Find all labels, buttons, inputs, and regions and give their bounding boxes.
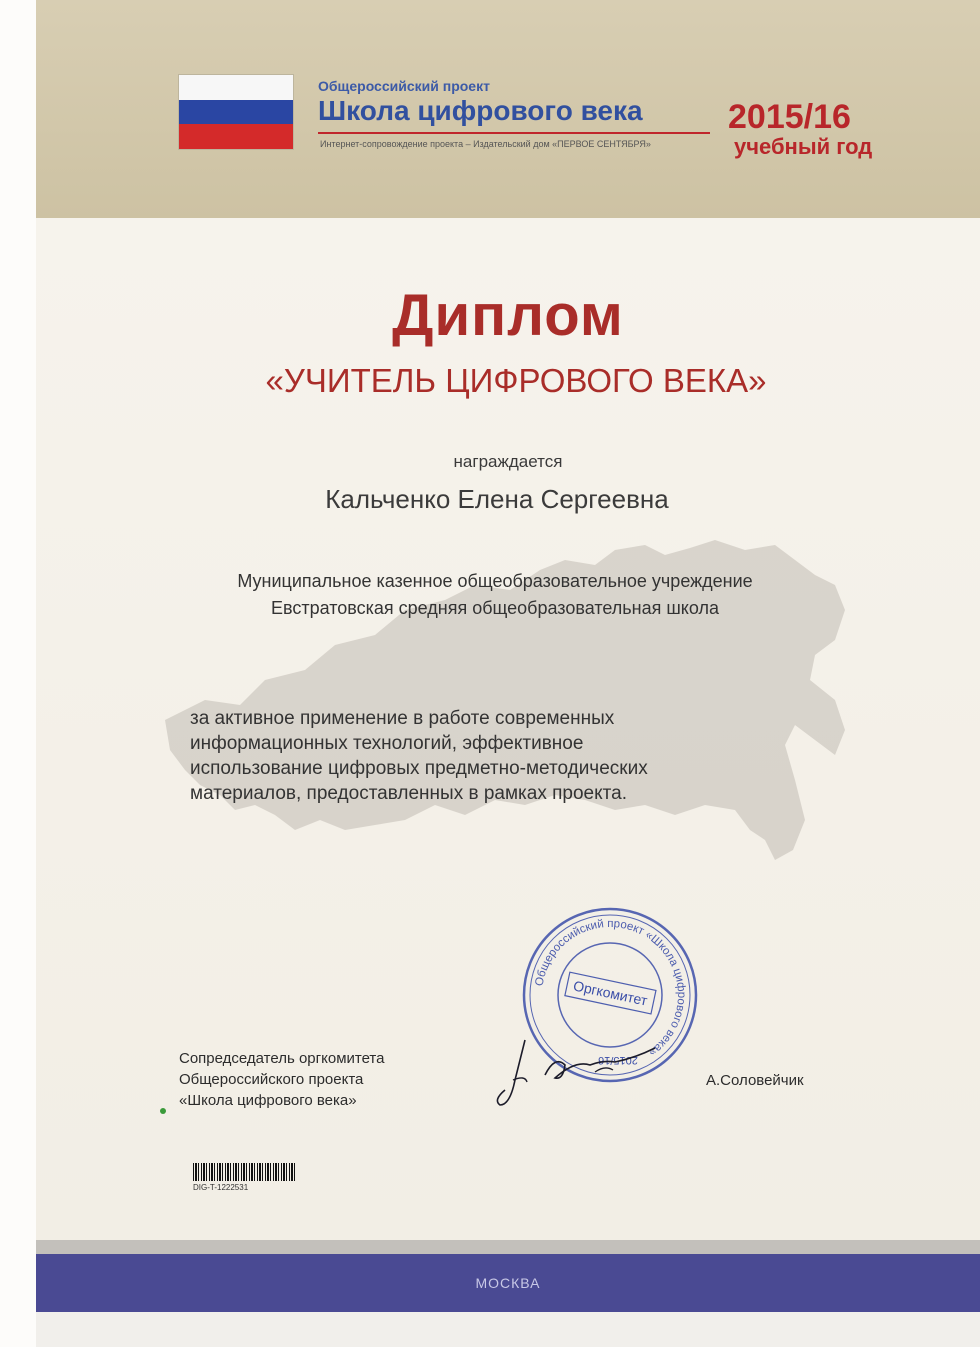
organization-line-1: Муниципальное казенное общеобразовательное учреждение xyxy=(237,571,753,591)
reason-line-2: информационных технологий, эффективное xyxy=(190,733,584,754)
footer-bottom-margin xyxy=(36,1312,980,1347)
barcode xyxy=(193,1163,296,1181)
footer-city: МОСКВА xyxy=(475,1275,541,1291)
footer-grey-strip xyxy=(36,1240,980,1254)
recipient-name: Кальченко Елена Сергеевна xyxy=(325,484,669,514)
reason-line-1: за активное применение в работе современных xyxy=(190,708,615,729)
diploma-title: Диплом xyxy=(392,283,624,348)
project-caption: Интернет-сопровождение проекта – Издательский дом «ПЕРВОЕ СЕНТЯБРЯ» xyxy=(320,139,651,149)
project-title: Школа цифрового века xyxy=(318,95,643,126)
nomination-title: «УЧИТЕЛЬ ЦИФРОВОГО ВЕКА» xyxy=(265,362,767,399)
signer-role-line-3: «Школа цифрового века» xyxy=(179,1092,357,1109)
awarded-label: награждается xyxy=(453,452,563,471)
flag-blue-stripe xyxy=(179,100,293,124)
reason-line-4: материалов, предоставленных в рамках проекта. xyxy=(190,783,627,804)
green-ink-speck xyxy=(160,1108,166,1114)
reason-line-3: использование цифровых предметно-методических xyxy=(190,758,648,779)
project-title-underline xyxy=(318,132,710,134)
signer-role xyxy=(179,1048,384,1111)
flag-red-stripe xyxy=(179,124,293,149)
flag-white-stripe xyxy=(179,75,293,100)
project-subtitle: Общероссийский проект xyxy=(318,78,490,94)
russian-flag xyxy=(178,74,294,150)
stamp-center-text: Оргкомитет xyxy=(571,977,649,1009)
organization-line-2: Евстратовская средняя общеобразовательная школа xyxy=(270,598,720,618)
barcode-number: DIG-T-1222531 xyxy=(193,1183,249,1192)
school-year-label: учебный год xyxy=(734,134,873,159)
organization xyxy=(0,568,980,622)
award-reason xyxy=(190,706,810,806)
stamp-ring-text: Общероссийский проект «Школа цифрового века» xyxy=(533,917,688,1059)
stamp-bottom-text: 2015/16 xyxy=(598,1054,638,1066)
signer-name: А.Соловейчик xyxy=(706,1072,804,1089)
signer-role-line-2: Общероссийского проекта xyxy=(179,1071,364,1088)
signer-role-line-1: Сопредседатель оргкомитета xyxy=(179,1050,385,1067)
handwritten-signature xyxy=(485,1020,715,1115)
school-year: 2015/16 xyxy=(728,98,851,136)
